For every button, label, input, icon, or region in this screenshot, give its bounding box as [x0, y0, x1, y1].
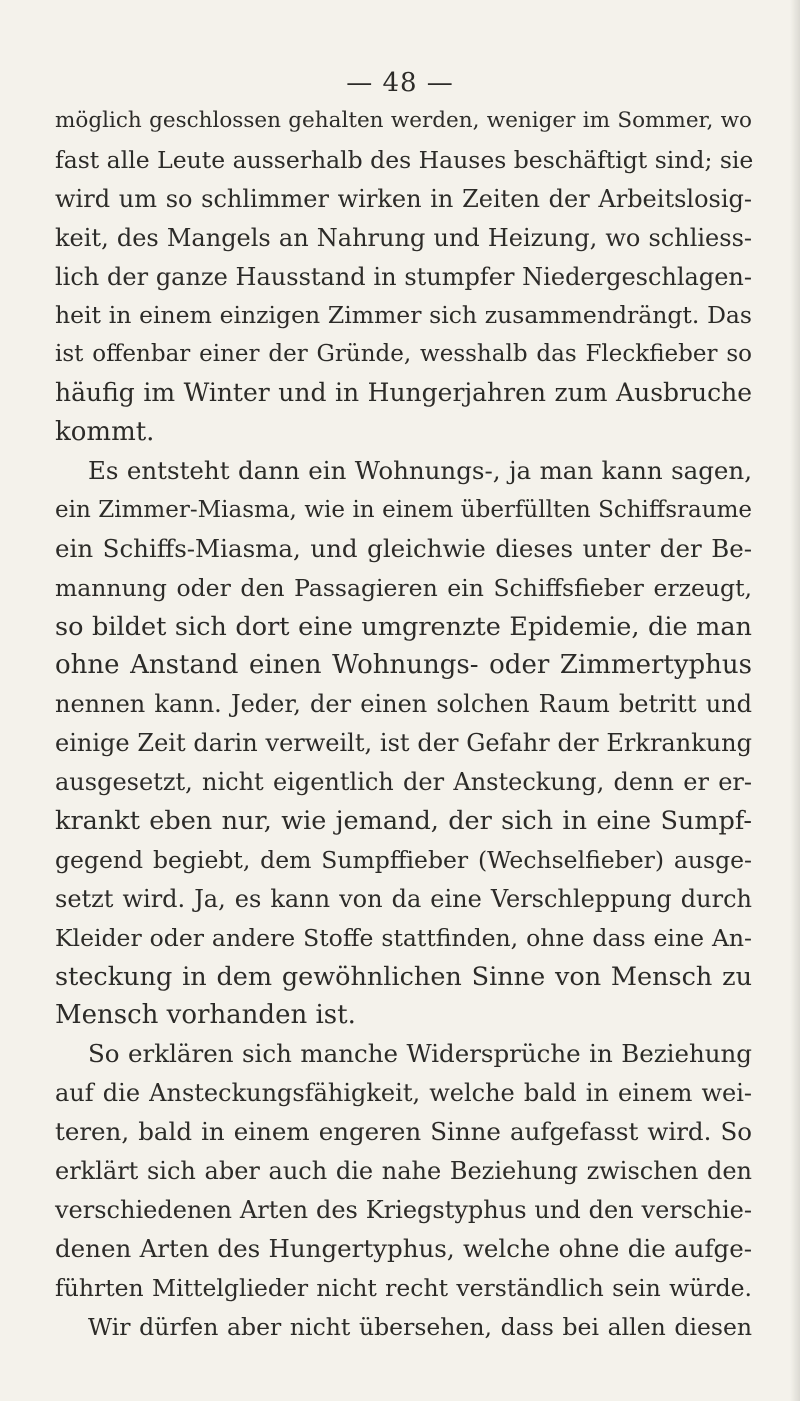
paragraph-start-line: Es entsteht dann ein Wohnungs-, ja man kann sagen,: [88, 456, 752, 486]
text-line: nennen kann. Jeder, der einen solchen Raum betritt und: [55, 690, 752, 719]
text-line: keit, des Mangels an Nahrung und Heizung, wo schliess-: [55, 223, 752, 252]
text-line: ein Zimmer-Miasma, wie in einem überfüllten Schiffsraume: [55, 496, 752, 523]
page-edge-shadow: [790, 0, 800, 1401]
text-line: häufig im Winter und in Hungerjahren zum Ausbruche: [55, 378, 752, 408]
text-line: ausgesetzt, nicht eigentlich der Ansteckung, denn er er-: [55, 768, 752, 797]
text-line: Kleider oder andere Stoffe stattfinden, ohne dass eine An-: [55, 923, 752, 952]
body-text: [55, 102, 752, 1347]
text-line: heit in einem einzigen Zimmer sich zusammendrängt. Das: [55, 301, 752, 330]
text-line: krankt eben nur, wie jemand, der sich in eine Sumpf-: [55, 806, 752, 837]
text-line: gegend begiebt, dem Sumpffieber (Wechselfieber) ausge-: [55, 845, 752, 874]
text-line: Wir dürfen aber nicht übersehen, dass bei allen diesen: [88, 1312, 752, 1341]
text-line: setzt wird. Ja, es kann von da eine Verschleppung durch: [55, 884, 752, 913]
text-line: mannung oder den Passagieren ein Schiffsfieber erzeugt,: [55, 573, 752, 602]
page-number: — 48 —: [346, 68, 454, 98]
text-line: denen Arten des Hungertyphus, welche ohne die aufge-: [55, 1233, 752, 1263]
text-line: möglich geschlossen gehalten werden, weniger im Sommer, wo: [55, 108, 752, 133]
text-line: kommt.: [55, 417, 155, 448]
text-line: führten Mittelglieder nicht recht verständlich sein würde.: [55, 1273, 752, 1302]
text-line: so bildet sich dort eine umgrenzte Epidemie, die man: [55, 611, 752, 642]
text-line: ein Schiffs-Miasma, und gleichwie dieses unter der Be-: [55, 533, 752, 563]
text-line: Mensch vorhanden ist.: [55, 1000, 356, 1031]
text-line: verschiedenen Arten des Kriegstyphus und den verschie-: [55, 1195, 752, 1224]
text-line: fast alle Leute ausserhalb des Hauses beschäftigt sind; sie: [55, 145, 754, 174]
text-line: steckung in dem gewöhnlichen Sinne von Mensch zu: [55, 961, 752, 992]
text-line: auf die Ansteckungsfähigkeit, welche bald in einem wei-: [55, 1079, 752, 1108]
text-line: wird um so schlimmer wirken in Zeiten der Arbeitslosig-: [55, 184, 752, 213]
text-line: ist offenbar einer der Gründe, wesshalb das Fleckfieber so: [55, 341, 752, 368]
text-line: ohne Anstand einen Wohnungs- oder Zimmertyphus: [55, 650, 752, 681]
paragraph-start-line: So erklären sich manche Widersprüche in Beziehung: [88, 1039, 752, 1069]
text-line: lich der ganze Hausstand in stumpfer Niedergeschlagen-: [55, 262, 752, 291]
text-line: einige Zeit darin verweilt, ist der Gefahr der Erkrankung: [55, 729, 752, 758]
text-line: erklärt sich aber auch die nahe Beziehung zwischen den: [55, 1157, 752, 1186]
text-line: teren, bald in einem engeren Sinne aufgefasst wird. So: [55, 1117, 752, 1147]
